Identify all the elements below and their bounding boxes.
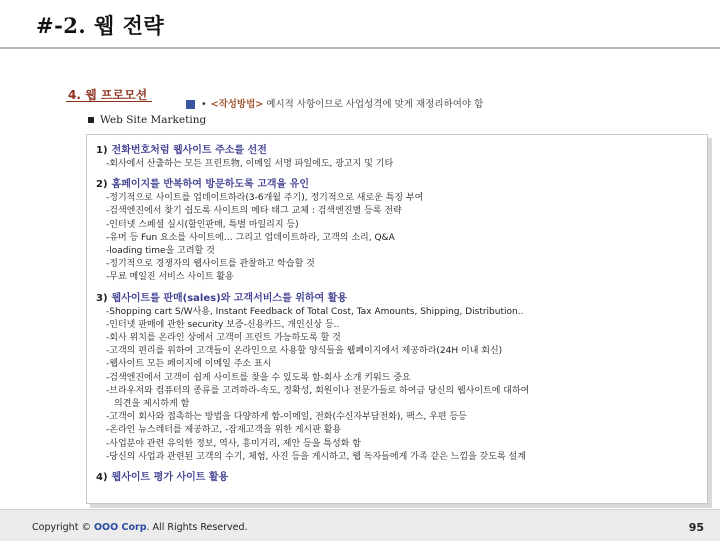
note-text: 예시적 사항이므로 사업성격에 맞게 재정리하여야 함: [263, 99, 484, 110]
item-heading-3: [96, 292, 696, 306]
list-item: -회사에서 산출하는 모든 프린트物, 이메일 서명 파일에도, 광고지 및 기타: [106, 159, 394, 169]
web-site-marketing-heading: [88, 114, 206, 126]
item-heading-1: [96, 144, 696, 158]
list-item: -loading time을 고려할 것: [106, 246, 215, 257]
item-heading-2: [96, 178, 696, 192]
list-item: -사업분야 관련 유익한 정보, 역사, 흥미거리, 제안 등을 특성화 함: [106, 438, 361, 449]
copyright-suffix: . All Rights Reserved.: [146, 522, 248, 533]
item-number: 3): [96, 292, 108, 304]
item-title: 홈페이지를 반복하여 방문하도록 고객을 유인: [111, 179, 309, 191]
title-divider: [0, 47, 720, 49]
heading-text: Web Site Marketing: [100, 114, 207, 126]
list-item: -정기적으로 사이트를 업데이트하라(3-6개월 주기), 정기적으로 새로운 특징 부여: [106, 193, 424, 204]
item-number: 4): [96, 472, 108, 484]
list-item: -웹사이트 모든 페이지에 이메일 주소 표시: [106, 359, 272, 370]
list-item: -고객의 편리를 위하여 고객들이 온라인으로 사용할 양식들을 웹페이지에서 제공하라(24H 이내 회신): [106, 346, 503, 357]
note-method-label: <작성방법>: [210, 99, 264, 110]
list-item: -인터넷 판매에 관한 security 보증-신용카드, 개인신상 등..: [106, 319, 340, 330]
list-item: -당신의 사업과 관련된 고객의 수기, 체험, 사진 등을 게시하고, 웹 독자들에게 가족 같은 느낌을 갖도록 설계: [106, 451, 526, 462]
list-item: -브라우저와 컴퓨터의 종류를 고려하라-속도, 정확성, 회원이나 전문가들로 하여금 당신의 웹사이트에 대하여: [106, 385, 530, 396]
square-bullet-icon: [88, 117, 94, 123]
footer-bar: [0, 509, 720, 541]
copyright-text: [32, 522, 248, 533]
copyright-prefix: Copyright ©: [32, 522, 91, 533]
note-bullet: •: [201, 99, 207, 110]
writing-guide-note: [186, 96, 483, 110]
list-item: -회사 위치를 온라인 상에서 고객이 프린트 가능하도록 할 것: [106, 333, 341, 344]
item-title: 웹사이트 평가 사이트 활용: [111, 472, 229, 484]
item-heading-4: [96, 471, 696, 485]
item-number: 1): [96, 145, 108, 156]
list-item: -인터넷 스페셜 실시(할인판매, 특별 마일리지 등): [106, 219, 299, 230]
marketing-list: [96, 141, 696, 485]
square-bullet-icon: [186, 100, 195, 109]
page-title: #-2. 웹 전략: [36, 13, 165, 38]
corp-name: OOO Corp: [93, 522, 147, 533]
list-item: -Shopping cart S/W사용, Instant Feedback of Total Cost, Tax Amounts, Shipping, Distribution..: [106, 306, 524, 317]
list-item: -검색엔진에서 찾기 쉽도록 사이트의 메타 태그 교체 : 검색엔진별 등록 전략: [106, 206, 402, 217]
list-item: -온라인 뉴스레터를 제공하고, -잠재고객을 위한 게시판 활용: [106, 425, 342, 436]
list-item: -검색엔진에서 고객이 쉽게 사이트를 찾을 수 있도록 함-회사 소개 키워드 중요: [106, 372, 411, 383]
list-item: -유머 등 Fun 요소를 사이트에… 그리고 업데이트하라, 고객의 소리, Q&A: [106, 232, 395, 243]
item-title: 전화번호처럼 웹사이트 주소를 선전: [111, 145, 267, 156]
list-item: -고객이 회사와 접촉하는 방법을 다양하게 함-이메일, 전화(수신자부담전화), 팩스, 우편 등등: [106, 412, 467, 423]
item-number: 2): [96, 179, 108, 191]
section-label: 4. 웹 프로모션: [68, 88, 148, 102]
list-item: -정기적으로 경쟁자의 웹사이트를 관찰하고 학습할 것: [106, 259, 315, 270]
page-number: 95: [688, 521, 704, 534]
list-item: 의견을 제시하게 함: [114, 399, 190, 410]
list-item: -무료 메일진 서비스 사이트 활용: [106, 272, 234, 283]
item-title: 웹사이트를 판매(sales)와 고객서비스를 위하여 활용: [111, 292, 347, 304]
section-underline: [66, 101, 152, 102]
